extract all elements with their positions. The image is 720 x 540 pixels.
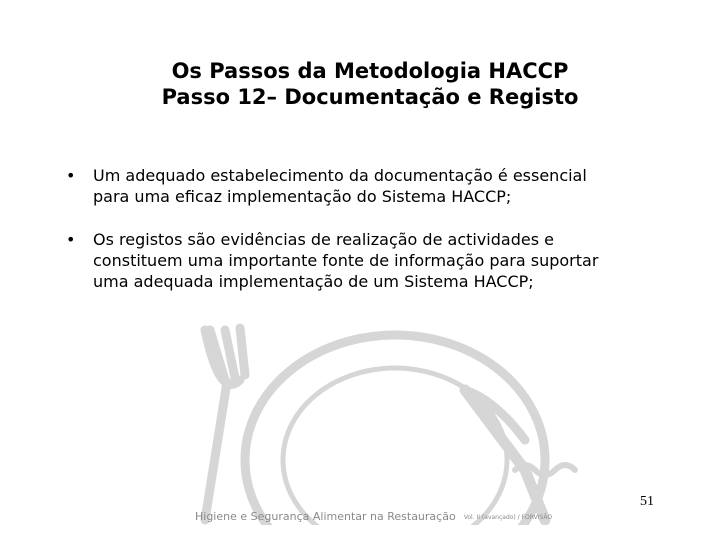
plate-fork-knife-watermark-icon (165, 320, 585, 525)
bullet-dot-icon: • (66, 230, 76, 249)
footer-subtitle: Vol. II (avançado) / FORVISÃO (463, 513, 553, 521)
footer (195, 510, 552, 523)
footer-title: Higiene e Segurança Alimentar na Restauração (195, 510, 456, 523)
bullet-2-line-1: Os registos são evidências de realização de actividades e (93, 230, 554, 249)
slide-title (90, 58, 650, 110)
bullet-list (66, 165, 686, 314)
bullet-item-records (66, 229, 686, 292)
bullet-1-line-1: Um adequado estabelecimento da documentação é essencial (93, 166, 587, 185)
bullet-1-line-2: para uma eficaz implementação do Sistema HACCP; (93, 187, 512, 206)
bullet-2-line-2: constituem uma importante fonte de informação para suportar (93, 251, 599, 270)
page-number: 51 (640, 494, 654, 509)
bullet-item-documentation (66, 165, 686, 207)
bullet-2-line-3: uma adequada implementação de um Sistema HACCP; (93, 272, 534, 291)
bullet-dot-icon: • (66, 166, 76, 185)
title-line-2: Passo 12– Documentação e Registo (161, 85, 579, 109)
title-line-1: Os Passos da Metodologia HACCP (171, 59, 569, 83)
